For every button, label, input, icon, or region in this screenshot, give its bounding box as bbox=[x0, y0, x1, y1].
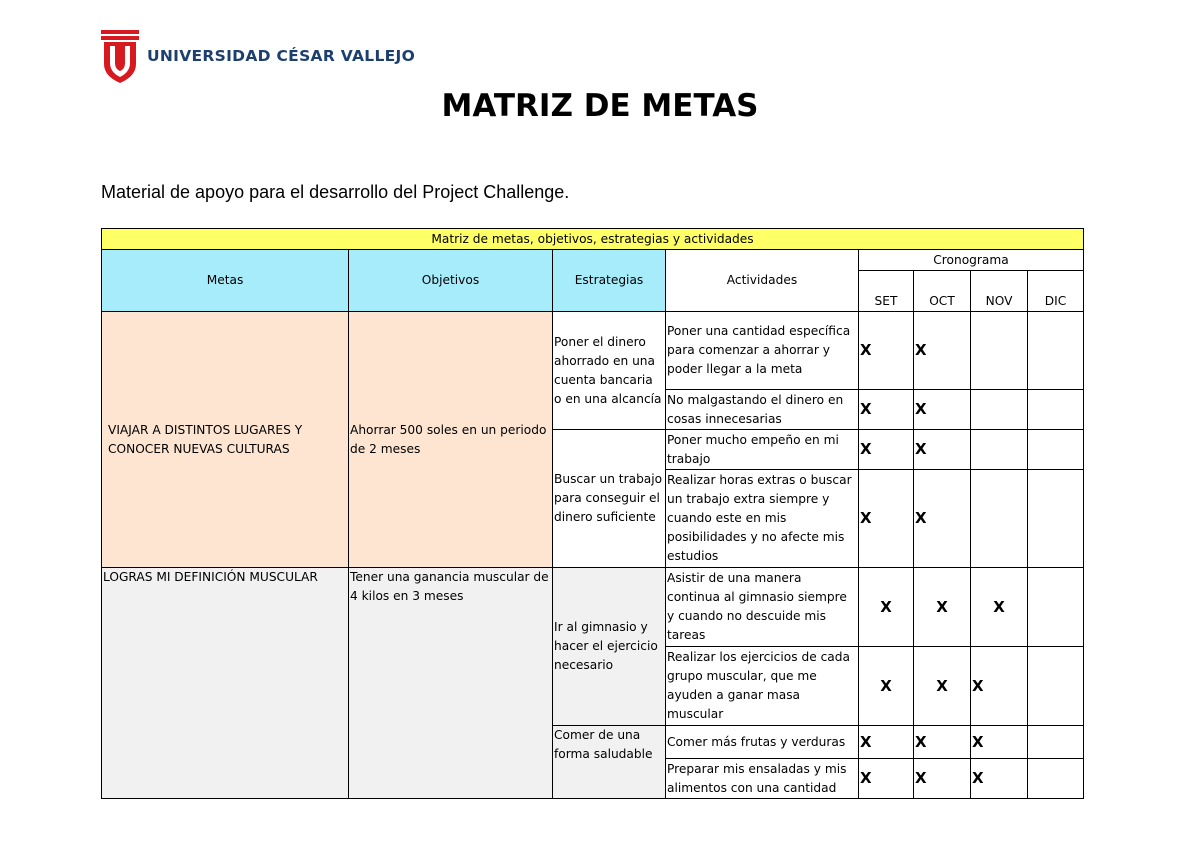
university-logo bbox=[101, 30, 415, 84]
month-header-oct: OCT bbox=[914, 271, 971, 312]
actividad-cell: Poner una cantidad específica para comenzar a ahorrar y poder llegar a la meta bbox=[666, 312, 859, 390]
estrategia-cell: Ir al gimnasio y hacer el ejercicio necesario bbox=[553, 568, 666, 726]
mark-cell-nov bbox=[971, 470, 1028, 568]
meta-cell: VIAJAR A DISTINTOS LUGARES Y CONOCER NUEVAS CULTURAS bbox=[102, 312, 349, 568]
page-title: MATRIZ DE METAS bbox=[441, 88, 759, 124]
university-name: UNIVERSIDAD CÉSAR VALLEJO bbox=[147, 47, 416, 65]
actividad-cell: Comer más frutas y verduras bbox=[666, 726, 859, 759]
mark-cell-set: X bbox=[859, 312, 914, 390]
mark-cell-set: X bbox=[859, 470, 914, 568]
mark-cell-dic bbox=[1028, 759, 1084, 799]
mark-cell-nov bbox=[971, 390, 1028, 430]
mark-cell-nov: X bbox=[971, 647, 1028, 726]
page-subtitle: Material de apoyo para el desarrollo del Project Challenge. bbox=[101, 182, 570, 202]
mark-cell-set: X bbox=[859, 759, 914, 799]
actividad-cell: Realizar los ejercicios de cada grupo muscular, que me ayuden a ganar masa muscular bbox=[666, 647, 859, 726]
actividad-cell: Poner mucho empeño en mi trabajo bbox=[666, 430, 859, 470]
mark-cell-nov bbox=[971, 312, 1028, 390]
actividad-cell: Asistir de una manera continua al gimnasio siempre y cuando no descuide mis tareas bbox=[666, 568, 859, 647]
actividad-cell: Preparar mis ensaladas y mis alimentos con una cantidad bbox=[666, 759, 859, 799]
mark-cell-dic bbox=[1028, 647, 1084, 726]
table-row bbox=[102, 312, 1084, 390]
mark-cell-dic bbox=[1028, 430, 1084, 470]
col-header-metas: Metas bbox=[102, 250, 349, 312]
mark-cell-set: X bbox=[859, 726, 914, 759]
mark-cell-dic bbox=[1028, 726, 1084, 759]
mark-cell-oct: X bbox=[914, 726, 971, 759]
mark-cell-set: X bbox=[859, 430, 914, 470]
mark-cell-set: X bbox=[859, 568, 914, 647]
mark-cell-nov bbox=[971, 430, 1028, 470]
table-title: Matriz de metas, objetivos, estrategias y actividades bbox=[102, 229, 1084, 250]
mark-cell-set: X bbox=[859, 647, 914, 726]
actividad-cell: Realizar horas extras o buscar un trabajo extra siempre y cuando este en mis posibilidades y no afecte mis estudios bbox=[666, 470, 859, 568]
objetivo-cell: Tener una ganancia muscular de 4 kilos en 3 meses bbox=[349, 568, 553, 799]
mark-cell-oct: X bbox=[914, 390, 971, 430]
col-header-estrategias: Estrategias bbox=[553, 250, 666, 312]
month-header-dic: DIC bbox=[1028, 271, 1084, 312]
objetivo-cell: Ahorrar 500 soles en un periodo de 2 meses bbox=[349, 312, 553, 568]
col-header-objetivos: Objetivos bbox=[349, 250, 553, 312]
meta-cell: LOGRAS MI DEFINICIÓN MUSCULAR bbox=[102, 568, 349, 799]
estrategia-cell: Buscar un trabajo para conseguir el dinero suficiente bbox=[553, 430, 666, 568]
goals-matrix-table bbox=[101, 228, 1084, 799]
ucv-shield-icon bbox=[101, 30, 139, 84]
estrategia-cell: Poner el dinero ahorrado en una cuenta bancaria o en una alcancía bbox=[553, 312, 666, 430]
table-row bbox=[102, 568, 1084, 647]
mark-cell-dic bbox=[1028, 312, 1084, 390]
mark-cell-nov: X bbox=[971, 726, 1028, 759]
mark-cell-oct: X bbox=[914, 312, 971, 390]
actividad-cell: No malgastando el dinero en cosas innecesarias bbox=[666, 390, 859, 430]
mark-cell-set: X bbox=[859, 390, 914, 430]
col-header-cronograma: Cronograma bbox=[859, 250, 1084, 271]
col-header-actividades: Actividades bbox=[666, 250, 859, 312]
mark-cell-nov: X bbox=[971, 759, 1028, 799]
estrategia-cell: Comer de una forma saludable bbox=[553, 726, 666, 799]
mark-cell-oct: X bbox=[914, 430, 971, 470]
mark-cell-nov: X bbox=[971, 568, 1028, 647]
month-header-set: SET bbox=[859, 271, 914, 312]
mark-cell-dic bbox=[1028, 390, 1084, 430]
mark-cell-oct: X bbox=[914, 647, 971, 726]
mark-cell-dic bbox=[1028, 470, 1084, 568]
mark-cell-dic bbox=[1028, 568, 1084, 647]
mark-cell-oct: X bbox=[914, 759, 971, 799]
mark-cell-oct: X bbox=[914, 568, 971, 647]
mark-cell-oct: X bbox=[914, 470, 971, 568]
month-header-nov: NOV bbox=[971, 271, 1028, 312]
